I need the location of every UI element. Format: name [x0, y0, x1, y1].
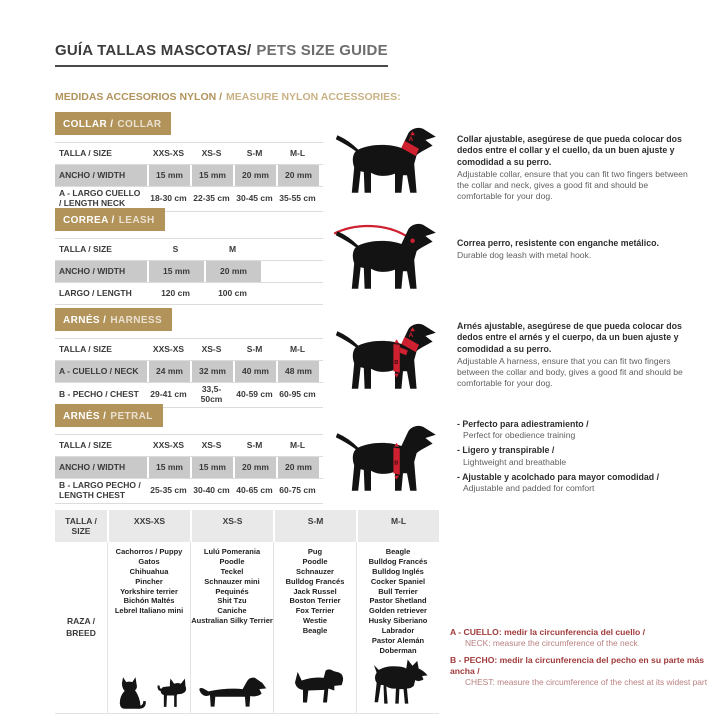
feature-es: - Ligero y transpirable / — [457, 445, 555, 456]
breed-item: Poodle — [219, 556, 245, 566]
row-label-cell: TALLA / SIZE — [59, 439, 112, 450]
note-neck — [450, 627, 714, 649]
harness-desc-en: Adjustable A harness, ensure that you can fit two fingers between the collar and body, gives a good fit and should be comfortable for your dog. — [457, 355, 683, 388]
collar-description — [457, 134, 694, 212]
breed-header-cell: S-M — [273, 510, 356, 542]
breed-header-cell: XS-S — [190, 510, 273, 542]
breed-item: Pequinés — [215, 586, 249, 596]
breed-item: Cachorros / Puppy — [115, 547, 183, 556]
breed-list — [108, 542, 190, 616]
note-en: NECK: measure the circumference of the neck — [465, 638, 638, 649]
badge-label-en: HARNESS — [110, 315, 163, 326]
breed-header-cell: TALLA / SIZE — [55, 510, 107, 542]
page-subtitle-en: MEASURE NYLON ACCESSORIES: — [226, 91, 401, 103]
value-cell: 60-95 cm — [279, 388, 316, 399]
collar-desc-es: Collar ajustable, asegúrese de que pueda colocar dos dedos entre el collar y el cuello, da un buen ajuste y comodidad a su perro. — [457, 134, 682, 167]
value-cell: 40 mm — [233, 361, 276, 382]
cat-silhouette-icon — [112, 674, 146, 712]
breed-item: Beagle — [302, 626, 328, 636]
breed-item: Lebrel Italiano mini — [114, 606, 184, 616]
value-cell: XS-S — [201, 343, 222, 354]
breed-column-xs-s — [190, 542, 273, 713]
value-cell: 35-55 cm — [279, 192, 316, 203]
note-en: CHEST: measure the circumference of the chest at its widest part — [465, 677, 708, 688]
row-label-cell: A - CUELLO / NECK — [55, 361, 147, 382]
badge-label-es: COLLAR / — [63, 119, 114, 130]
petral-size-table — [55, 434, 323, 504]
harness-description — [457, 321, 694, 408]
badge-label-en: COLLAR — [117, 119, 162, 130]
dog-with-leash-icon — [331, 220, 449, 305]
row-label-cell: TALLA / SIZE — [59, 243, 112, 254]
value-cell: 25-35 cm — [150, 484, 187, 495]
breed-row-label: RAZA / BREED — [66, 615, 96, 638]
dachshund-silhouette-icon — [194, 670, 270, 712]
leash-size-table — [55, 238, 323, 305]
breed-column-s-m — [273, 542, 356, 713]
breed-item: Lulú Pomerania — [203, 547, 261, 556]
badge-label-en: PETRAL — [110, 411, 153, 422]
breed-item: Jack Russel — [293, 586, 337, 596]
collar-desc-en: Adjustable collar, ensure that you can fit two fingers between the collar and neck, gives a good fit and should be comfortable for your dog. — [457, 168, 688, 201]
value-cell: 20 mm — [204, 261, 261, 282]
petral-section-badge — [55, 404, 163, 427]
petral-section — [55, 404, 694, 504]
badge-label-en: LEASH — [118, 215, 155, 226]
breed-item: Poodle — [302, 556, 328, 566]
harness-desc-es: Arnés ajustable, asegúrese de que pueda colocar dos dedos entre el arnés y el cuerpo, da un buen ajuste y comodidad a su perro. — [457, 321, 682, 354]
leash-description — [457, 238, 694, 305]
value-cell: 15 mm — [147, 165, 190, 186]
breed-size-table — [55, 510, 439, 702]
breed-item: Boston Terrier — [289, 596, 341, 606]
feature-en: Lightweight and breathable — [463, 456, 567, 467]
petral-feature — [457, 472, 692, 494]
value-cell: M-L — [289, 147, 306, 158]
badge-label-es: ARNÉS / — [63, 315, 107, 326]
table-header-row — [55, 142, 323, 165]
breed-item: Bulldog Francés — [285, 576, 345, 586]
breed-item: Beagle — [385, 547, 411, 556]
breed-item: Yorkshire terrier — [120, 586, 178, 596]
breed-item: Doberman — [379, 645, 417, 655]
table-row — [55, 165, 323, 187]
value-cell: XS-S — [201, 147, 222, 158]
harness-section-badge — [55, 308, 172, 331]
harness-size-table — [55, 338, 323, 408]
silhouette-row — [191, 670, 273, 713]
breed-item: Fox Terrier — [295, 606, 335, 616]
value-cell: 40-59 cm — [236, 388, 273, 399]
breed-item: Shit Tzu — [217, 596, 247, 606]
table-header-row — [55, 338, 323, 361]
value-cell: 32 mm — [190, 361, 233, 382]
breed-item: Teckel — [220, 566, 244, 576]
value-cell: 29-41 cm — [150, 388, 187, 399]
collar-section-badge — [55, 112, 171, 135]
value-cell: XXS-XS — [152, 439, 185, 450]
breed-item: Pastor Shetland — [369, 596, 427, 606]
table-row — [55, 261, 323, 283]
value-cell: 48 mm — [276, 361, 319, 382]
breed-table-header — [55, 510, 439, 542]
breed-list — [357, 542, 439, 656]
page-subtitle — [55, 87, 401, 105]
value-cell: M-L — [289, 439, 306, 450]
row-label-cell: B - PECHO / CHEST — [59, 388, 139, 399]
chihuahua-silhouette-icon — [151, 676, 187, 712]
breed-item: Caniche — [217, 606, 247, 616]
leash-section-left — [55, 208, 323, 305]
note-es: B - PECHO: medir la circunferencia del pecho en su parte más ancha / — [450, 655, 705, 677]
row-label-cell: B - LARGO PECHO / LENGTH CHEST — [59, 480, 141, 500]
row-label-cell: ANCHO / WIDTH — [55, 261, 147, 282]
value-cell: XS-S — [201, 439, 222, 450]
breed-column-m-l — [356, 542, 439, 713]
row-label-cell: LARGO / LENGTH — [59, 287, 132, 298]
row-label-cell: ANCHO / WIDTH — [55, 165, 147, 186]
page-title — [55, 42, 388, 67]
note-chest — [450, 655, 714, 688]
feature-es: - Perfecto para adiestramiento / — [457, 419, 589, 429]
breed-item: Bulldog Inglés — [372, 566, 424, 576]
schnauzer-silhouette-icon — [285, 665, 345, 712]
petral-section-left — [55, 404, 323, 504]
value-cell: 20 mm — [233, 457, 276, 478]
value-cell: 15 mm — [190, 165, 233, 186]
value-cell: 60-75 cm — [279, 484, 316, 495]
breed-item: Westie — [302, 616, 328, 626]
badge-label-es: ARNÉS / — [63, 411, 107, 422]
breed-header-cell: M-L — [356, 510, 439, 542]
value-cell: 120 cm — [161, 287, 190, 298]
table-row — [55, 457, 323, 479]
breed-item: Cocker Spaniel — [370, 576, 426, 586]
dog-with-harness-icon — [331, 320, 449, 408]
breed-item: Bulldog Francés — [368, 556, 428, 566]
value-cell: M — [228, 243, 237, 254]
silhouette-row — [274, 665, 356, 713]
collar-section — [55, 112, 694, 212]
dog-with-chest-strap-icon — [331, 422, 449, 504]
breed-item: Schnauzer — [296, 566, 334, 576]
leash-section — [55, 208, 694, 305]
row-label-cell: A - LARGO CUELLO / LENGTH NECK — [59, 188, 141, 208]
breed-item: Australian Silky Terrier — [191, 616, 273, 626]
breed-list — [191, 542, 273, 626]
collar-size-table — [55, 142, 323, 212]
dog-with-collar-icon — [331, 124, 449, 212]
breed-list — [274, 542, 356, 636]
value-cell: 30-40 cm — [193, 484, 230, 495]
value-cell: XXS-XS — [152, 147, 185, 158]
collar-section-left — [55, 112, 323, 212]
silhouette-row — [108, 674, 190, 713]
breed-header-cell: XXS-XS — [107, 510, 190, 542]
table-header-row — [55, 434, 323, 457]
breed-item: Bull Terrier — [378, 586, 418, 596]
value-cell: 15 mm — [147, 457, 190, 478]
breed-item: Chihuahua — [129, 566, 169, 576]
leash-section-badge — [55, 208, 165, 231]
leash-desc-es: Correa perro, resistente con enganche metálico. — [457, 238, 659, 248]
svg-text:B: B — [394, 360, 399, 366]
breed-item: Labrador — [381, 626, 415, 636]
value-cell: S-M — [246, 343, 263, 354]
page-subtitle-es: MEDIDAS ACCESORIOS NYLON / — [55, 91, 223, 103]
svg-text:A: A — [408, 331, 414, 339]
value-cell: 20 mm — [276, 165, 319, 186]
note-es: A - CUELLO: medir la circunferencia del cuello / — [450, 627, 645, 637]
feature-en: Adjustable and padded for comfort — [463, 482, 595, 493]
page-title-en: PETS SIZE GUIDE — [256, 42, 388, 59]
breed-item: Schnauzer mini — [204, 576, 260, 586]
row-label-cell: TALLA / SIZE — [59, 147, 112, 158]
table-row — [55, 361, 323, 383]
value-cell: 18-30 cm — [150, 192, 187, 203]
value-cell: 15 mm — [190, 457, 233, 478]
value-cell: 20 mm — [233, 165, 276, 186]
value-cell: XXS-XS — [152, 343, 185, 354]
value-cell: 30-45 cm — [236, 192, 273, 203]
svg-text:A: A — [408, 135, 414, 143]
breed-table-body — [55, 542, 439, 714]
svg-text:B: B — [394, 460, 399, 467]
feature-en: Perfect for obedience training — [463, 430, 576, 441]
value-cell: M-L — [289, 343, 306, 354]
harness-section — [55, 308, 694, 408]
breed-column-xxs-xs — [107, 542, 190, 713]
petral-feature-list — [457, 419, 694, 504]
breed-item: Husky Siberiano — [368, 616, 428, 626]
badge-label-es: CORREA / — [63, 215, 115, 226]
harness-section-left — [55, 308, 323, 408]
breed-item: Pastor Alemán — [371, 636, 425, 646]
row-label-cell: TALLA / SIZE — [59, 343, 112, 354]
measurement-notes — [450, 627, 714, 694]
row-label-cell: ANCHO / WIDTH — [55, 457, 147, 478]
page-title-es: GUÍA TALLAS MASCOTAS/ — [55, 42, 252, 59]
value-cell: 22-35 cm — [193, 192, 230, 203]
silhouette-row — [357, 658, 439, 713]
value-cell: 24 mm — [147, 361, 190, 382]
petral-feature — [457, 445, 692, 467]
value-cell: 33,5-50cm — [200, 384, 223, 404]
breed-item: Pincher — [135, 576, 163, 586]
feature-es: - Ajustable y acolchado para mayor comodidad / — [457, 471, 660, 482]
breed-item: Pug — [307, 547, 323, 556]
value-cell: 20 mm — [276, 457, 319, 478]
table-row — [55, 283, 323, 305]
doberman-silhouette-icon — [367, 658, 429, 712]
value-cell: 15 mm — [147, 261, 204, 282]
table-header-row — [55, 238, 323, 261]
value-cell: S — [172, 243, 179, 254]
value-cell: 100 cm — [218, 287, 247, 298]
value-cell: 40-65 cm — [236, 484, 273, 495]
breed-item: Gatos — [138, 556, 160, 566]
leash-desc-en: Durable dog leash with metal hook. — [457, 250, 592, 261]
value-cell: S-M — [246, 147, 263, 158]
petral-feature — [457, 419, 692, 441]
breed-item: Bichón Maltés — [123, 596, 175, 606]
table-row — [55, 479, 323, 504]
breed-item: Golden retriever — [369, 606, 427, 616]
value-cell: S-M — [246, 439, 263, 450]
